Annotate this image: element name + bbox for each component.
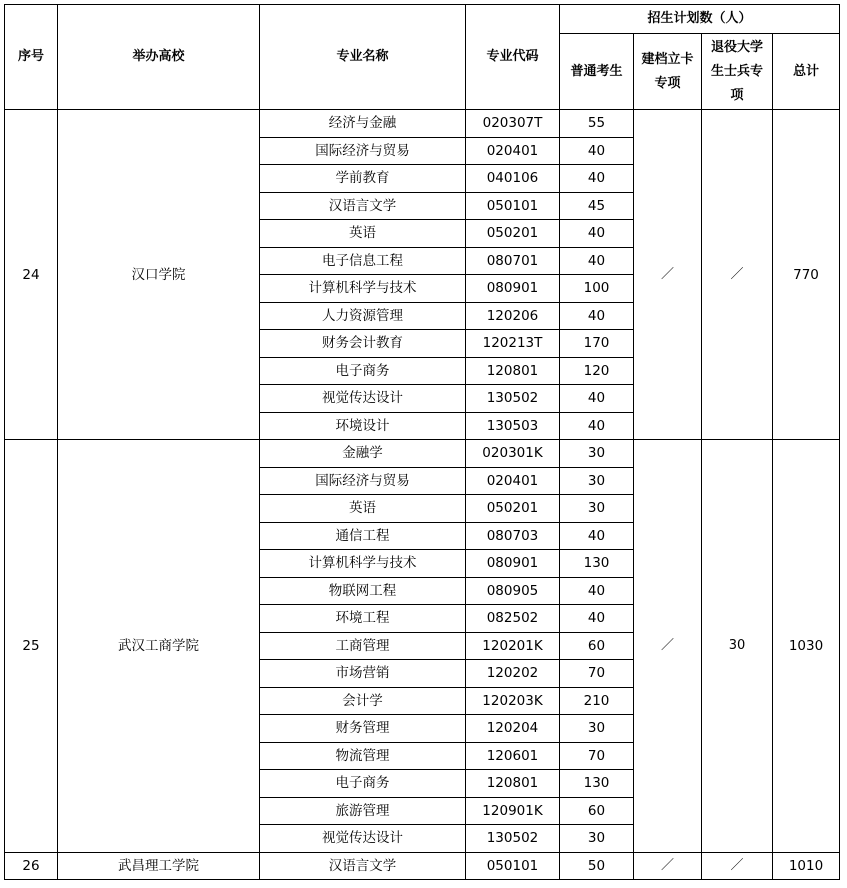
school-name: 武昌理工学院 (58, 852, 260, 880)
major-code: 040106 (466, 165, 560, 193)
major-code: 080703 (466, 522, 560, 550)
major-code: 050101 (466, 192, 560, 220)
header-veteran: 退役大学生士兵专项 (702, 34, 773, 110)
table-row (5, 440, 840, 468)
table-row (5, 852, 840, 880)
major-code: 120201K (466, 632, 560, 660)
school-name: 汉口学院 (58, 110, 260, 440)
major-name: 财务管理 (260, 715, 466, 743)
regular-count: 130 (560, 770, 634, 798)
regular-count: 30 (560, 467, 634, 495)
major-code: 130502 (466, 385, 560, 413)
regular-count: 130 (560, 550, 634, 578)
major-name: 人力资源管理 (260, 302, 466, 330)
regular-count: 70 (560, 742, 634, 770)
major-code: 050201 (466, 220, 560, 248)
regular-count: 40 (560, 412, 634, 440)
major-name: 物联网工程 (260, 577, 466, 605)
regular-count: 40 (560, 165, 634, 193)
header-major-code: 专业代码 (466, 5, 560, 110)
regular-count: 60 (560, 797, 634, 825)
row-index: 26 (5, 852, 58, 880)
major-code: 120801 (466, 357, 560, 385)
major-name: 电子商务 (260, 770, 466, 798)
major-code: 050201 (466, 495, 560, 523)
veteran-count: ／ (702, 852, 773, 880)
major-name: 环境设计 (260, 412, 466, 440)
major-name: 财务会计教育 (260, 330, 466, 358)
regular-count: 30 (560, 495, 634, 523)
major-code: 120601 (466, 742, 560, 770)
regular-count: 30 (560, 440, 634, 468)
major-name: 英语 (260, 495, 466, 523)
regular-count: 40 (560, 522, 634, 550)
regular-count: 70 (560, 660, 634, 688)
header-total: 总计 (773, 34, 840, 110)
header-major-name: 专业名称 (260, 5, 466, 110)
major-name: 通信工程 (260, 522, 466, 550)
major-code: 120202 (466, 660, 560, 688)
header-plan-group: 招生计划数（人） (560, 5, 840, 34)
major-name: 视觉传达设计 (260, 825, 466, 853)
major-code: 120203K (466, 687, 560, 715)
major-name: 环境工程 (260, 605, 466, 633)
table-row (5, 110, 840, 138)
enrollment-plan-table (4, 4, 840, 880)
regular-count: 40 (560, 385, 634, 413)
total-count: 1010 (773, 852, 840, 880)
major-code: 130503 (466, 412, 560, 440)
poverty-count: ／ (634, 440, 702, 853)
regular-count: 45 (560, 192, 634, 220)
major-name: 金融学 (260, 440, 466, 468)
regular-count: 40 (560, 302, 634, 330)
major-code: 120213T (466, 330, 560, 358)
total-count: 1030 (773, 440, 840, 853)
major-name: 会计学 (260, 687, 466, 715)
header-school: 举办高校 (58, 5, 260, 110)
major-code: 080901 (466, 275, 560, 303)
major-name: 旅游管理 (260, 797, 466, 825)
major-code: 020307T (466, 110, 560, 138)
major-name: 物流管理 (260, 742, 466, 770)
poverty-count: ／ (634, 852, 702, 880)
major-code: 020301K (466, 440, 560, 468)
major-code: 080901 (466, 550, 560, 578)
major-name: 电子信息工程 (260, 247, 466, 275)
regular-count: 170 (560, 330, 634, 358)
poverty-count: ／ (634, 110, 702, 440)
major-name: 电子商务 (260, 357, 466, 385)
major-name: 汉语言文学 (260, 192, 466, 220)
major-code: 120801 (466, 770, 560, 798)
regular-count: 40 (560, 137, 634, 165)
row-index: 25 (5, 440, 58, 853)
veteran-count: ／ (702, 110, 773, 440)
regular-count: 40 (560, 247, 634, 275)
major-code: 120901K (466, 797, 560, 825)
major-code: 080701 (466, 247, 560, 275)
regular-count: 210 (560, 687, 634, 715)
regular-count: 55 (560, 110, 634, 138)
row-index: 24 (5, 110, 58, 440)
regular-count: 40 (560, 220, 634, 248)
major-name: 英语 (260, 220, 466, 248)
major-code: 130502 (466, 825, 560, 853)
major-code: 020401 (466, 467, 560, 495)
regular-count: 40 (560, 605, 634, 633)
regular-count: 30 (560, 715, 634, 743)
major-name: 国际经济与贸易 (260, 137, 466, 165)
major-name: 工商管理 (260, 632, 466, 660)
regular-count: 60 (560, 632, 634, 660)
header-index: 序号 (5, 5, 58, 110)
regular-count: 40 (560, 577, 634, 605)
major-name: 国际经济与贸易 (260, 467, 466, 495)
major-name: 汉语言文学 (260, 852, 466, 880)
major-name: 计算机科学与技术 (260, 550, 466, 578)
major-code: 050101 (466, 852, 560, 880)
major-code: 120206 (466, 302, 560, 330)
major-code: 020401 (466, 137, 560, 165)
veteran-count: 30 (702, 440, 773, 853)
total-count: 770 (773, 110, 840, 440)
header-regular: 普通考生 (560, 34, 634, 110)
major-name: 视觉传达设计 (260, 385, 466, 413)
regular-count: 50 (560, 852, 634, 880)
major-code: 120204 (466, 715, 560, 743)
major-name: 学前教育 (260, 165, 466, 193)
school-name: 武汉工商学院 (58, 440, 260, 853)
header-poverty: 建档立卡专项 (634, 34, 702, 110)
regular-count: 30 (560, 825, 634, 853)
major-code: 080905 (466, 577, 560, 605)
major-code: 082502 (466, 605, 560, 633)
regular-count: 120 (560, 357, 634, 385)
major-name: 计算机科学与技术 (260, 275, 466, 303)
regular-count: 100 (560, 275, 634, 303)
major-name: 市场营销 (260, 660, 466, 688)
major-name: 经济与金融 (260, 110, 466, 138)
table-body (5, 110, 840, 880)
